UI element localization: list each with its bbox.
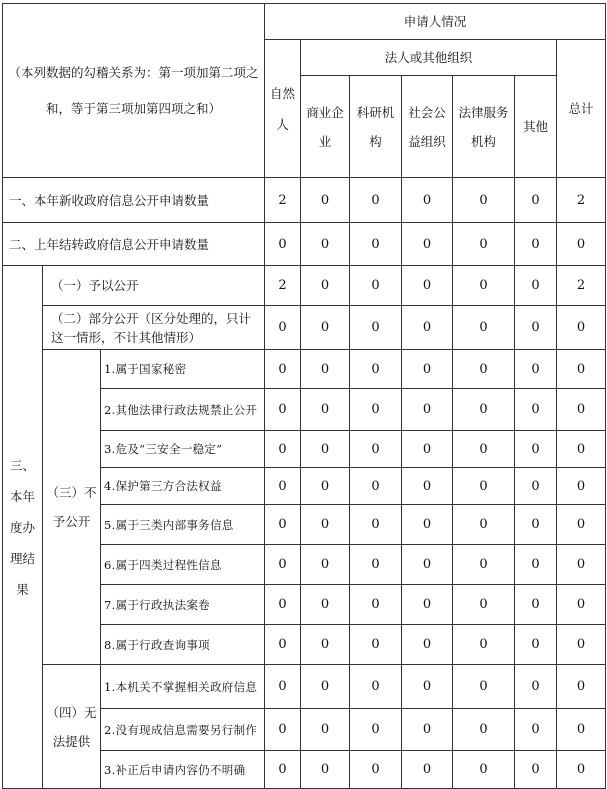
cell-value: 0 (301, 178, 350, 223)
cell-value: 0 (350, 468, 402, 505)
cell-value: 0 (453, 545, 515, 585)
table-row (3, 178, 606, 223)
cell-value: 0 (265, 223, 301, 266)
header-col-business: 商业企业 (301, 76, 350, 178)
cell-value: 0 (453, 505, 515, 545)
cell-value: 0 (515, 223, 557, 266)
cell-value: 0 (350, 709, 402, 751)
cell-value: 0 (402, 468, 453, 505)
cell-value: 0 (453, 178, 515, 223)
header-col-legal-service: 法律服务机构 (453, 76, 515, 178)
section3-label: 三、本年度办理结果 (3, 266, 43, 789)
cell-value: 0 (515, 585, 557, 625)
cell-value: 0 (350, 266, 402, 306)
cell-value: 0 (350, 178, 402, 223)
cell-value: 0 (265, 431, 301, 468)
item-label: 2.没有现成信息需要另行制作 (101, 709, 265, 751)
cell-value: 0 (301, 585, 350, 625)
table-row (3, 350, 606, 389)
cell-value: 0 (350, 350, 402, 389)
table-row (3, 266, 606, 306)
cell-value: 0 (557, 389, 606, 431)
cell-value: 0 (265, 625, 301, 665)
cell-value: 0 (453, 585, 515, 625)
cell-value: 0 (265, 751, 301, 789)
cell-value: 0 (350, 585, 402, 625)
cell-value: 0 (515, 178, 557, 223)
cell-value: 0 (402, 223, 453, 266)
cell-value: 2 (265, 178, 301, 223)
cell-value: 0 (515, 306, 557, 350)
cell-value: 0 (402, 545, 453, 585)
header-legal-group: 法人或其他组织 (301, 40, 557, 76)
cell-value: 0 (402, 266, 453, 306)
cell-value: 0 (402, 431, 453, 468)
cell-value: 0 (557, 431, 606, 468)
cell-value: 0 (265, 468, 301, 505)
cell-value: 0 (350, 223, 402, 266)
cell-value: 0 (453, 665, 515, 709)
cell-value: 2 (265, 266, 301, 306)
item-label: 2.其他法律行政法规禁止公开 (101, 389, 265, 431)
cell-value: 0 (265, 545, 301, 585)
item-label: 4.保护第三方合法权益 (101, 468, 265, 505)
cell-value: 0 (402, 625, 453, 665)
header-col-research: 科研机构 (350, 76, 402, 178)
cell-value: 0 (515, 545, 557, 585)
row-label: 一、本年新收政府信息公开申请数量 (3, 178, 265, 223)
cell-value: 0 (453, 468, 515, 505)
cell-value: 0 (515, 709, 557, 751)
gov-info-disclosure-table (2, 3, 606, 789)
cell-value: 0 (453, 223, 515, 266)
cell-value: 0 (453, 709, 515, 751)
cell-value: 0 (515, 266, 557, 306)
cell-value: 0 (301, 625, 350, 665)
cell-value: 0 (301, 709, 350, 751)
header-applicant: 申请人情况 (265, 4, 606, 40)
table-row (3, 223, 606, 266)
cell-value: 0 (402, 350, 453, 389)
cell-value: 0 (402, 585, 453, 625)
cell-value: 0 (453, 751, 515, 789)
cell-value: 0 (453, 266, 515, 306)
cell-value: 0 (350, 306, 402, 350)
section3d-label: （四）无法提供 (43, 665, 101, 789)
cell-value: 0 (265, 665, 301, 709)
item-label: 3.危及“三安全一稳定” (101, 431, 265, 468)
header-total: 总计 (557, 40, 606, 178)
cell-value: 0 (402, 178, 453, 223)
cell-value: 2 (557, 266, 606, 306)
cell-value: 0 (301, 751, 350, 789)
cell-value: 0 (515, 389, 557, 431)
header-natural-person: 自然人 (265, 40, 301, 178)
cell-value: 0 (265, 350, 301, 389)
table-row (3, 665, 606, 709)
row-label: 二、上年结转政府信息公开申请数量 (3, 223, 265, 266)
cell-value: 0 (515, 468, 557, 505)
cell-value: 0 (453, 306, 515, 350)
cell-value: 0 (515, 751, 557, 789)
cell-value: 0 (402, 751, 453, 789)
cell-value: 0 (515, 625, 557, 665)
cell-value: 0 (557, 468, 606, 505)
item-label: 5.属于三类内部事务信息 (101, 505, 265, 545)
cell-value: 0 (453, 389, 515, 431)
cell-value: 0 (350, 545, 402, 585)
cell-value: 0 (453, 625, 515, 665)
cell-value: 0 (350, 625, 402, 665)
cell-value: 0 (557, 350, 606, 389)
cell-value: 0 (350, 751, 402, 789)
cell-value: 0 (301, 350, 350, 389)
cell-value: 0 (350, 505, 402, 545)
cell-value: 0 (301, 545, 350, 585)
cell-value: 0 (265, 585, 301, 625)
section3c-label: （三）不予公开 (43, 350, 101, 665)
cell-value: 0 (301, 306, 350, 350)
cell-value: 0 (301, 223, 350, 266)
cell-value: 0 (557, 709, 606, 751)
cell-value: 0 (557, 505, 606, 545)
cell-value: 0 (301, 505, 350, 545)
cell-value: 0 (350, 665, 402, 709)
section3b-label: （二）部分公开（区分处理的，只计这一情形，不计其他情形） (43, 306, 265, 350)
cell-value: 0 (265, 505, 301, 545)
item-label: 1.属于国家秘密 (101, 350, 265, 389)
cell-value: 0 (515, 431, 557, 468)
cell-value: 0 (350, 431, 402, 468)
section3a-label: （一）予以公开 (43, 266, 265, 306)
item-label: 8.属于行政查询事项 (101, 625, 265, 665)
cell-value: 0 (402, 665, 453, 709)
header-col-public-welfare: 社会公益组织 (402, 76, 453, 178)
cell-value: 0 (557, 625, 606, 665)
cell-value: 0 (301, 468, 350, 505)
cell-value: 0 (453, 350, 515, 389)
cell-value: 2 (557, 178, 606, 223)
cell-value: 0 (557, 751, 606, 789)
cell-value: 0 (557, 306, 606, 350)
cell-value: 0 (265, 389, 301, 431)
cell-value: 0 (265, 306, 301, 350)
cell-value: 0 (453, 431, 515, 468)
header-note: （本列数据的勾稽关系为：第一项加第二项之和，等于第三项加第四项之和） (3, 4, 265, 178)
cell-value: 0 (402, 306, 453, 350)
item-label: 7.属于行政执法案卷 (101, 585, 265, 625)
cell-value: 0 (402, 505, 453, 545)
cell-value: 0 (265, 709, 301, 751)
cell-value: 0 (301, 389, 350, 431)
item-label: 3.补正后申请内容仍不明确 (101, 751, 265, 789)
header-col-other: 其他 (515, 76, 557, 178)
cell-value: 0 (515, 505, 557, 545)
cell-value: 0 (350, 389, 402, 431)
cell-value: 0 (301, 665, 350, 709)
cell-value: 0 (557, 545, 606, 585)
cell-value: 0 (557, 223, 606, 266)
item-label: 1.本机关不掌握相关政府信息 (101, 665, 265, 709)
cell-value: 0 (301, 431, 350, 468)
cell-value: 0 (402, 709, 453, 751)
cell-value: 0 (515, 350, 557, 389)
table-row (3, 306, 606, 350)
cell-value: 0 (557, 585, 606, 625)
cell-value: 0 (402, 389, 453, 431)
cell-value: 0 (301, 266, 350, 306)
cell-value: 0 (515, 665, 557, 709)
item-label: 6.属于四类过程性信息 (101, 545, 265, 585)
cell-value: 0 (557, 665, 606, 709)
